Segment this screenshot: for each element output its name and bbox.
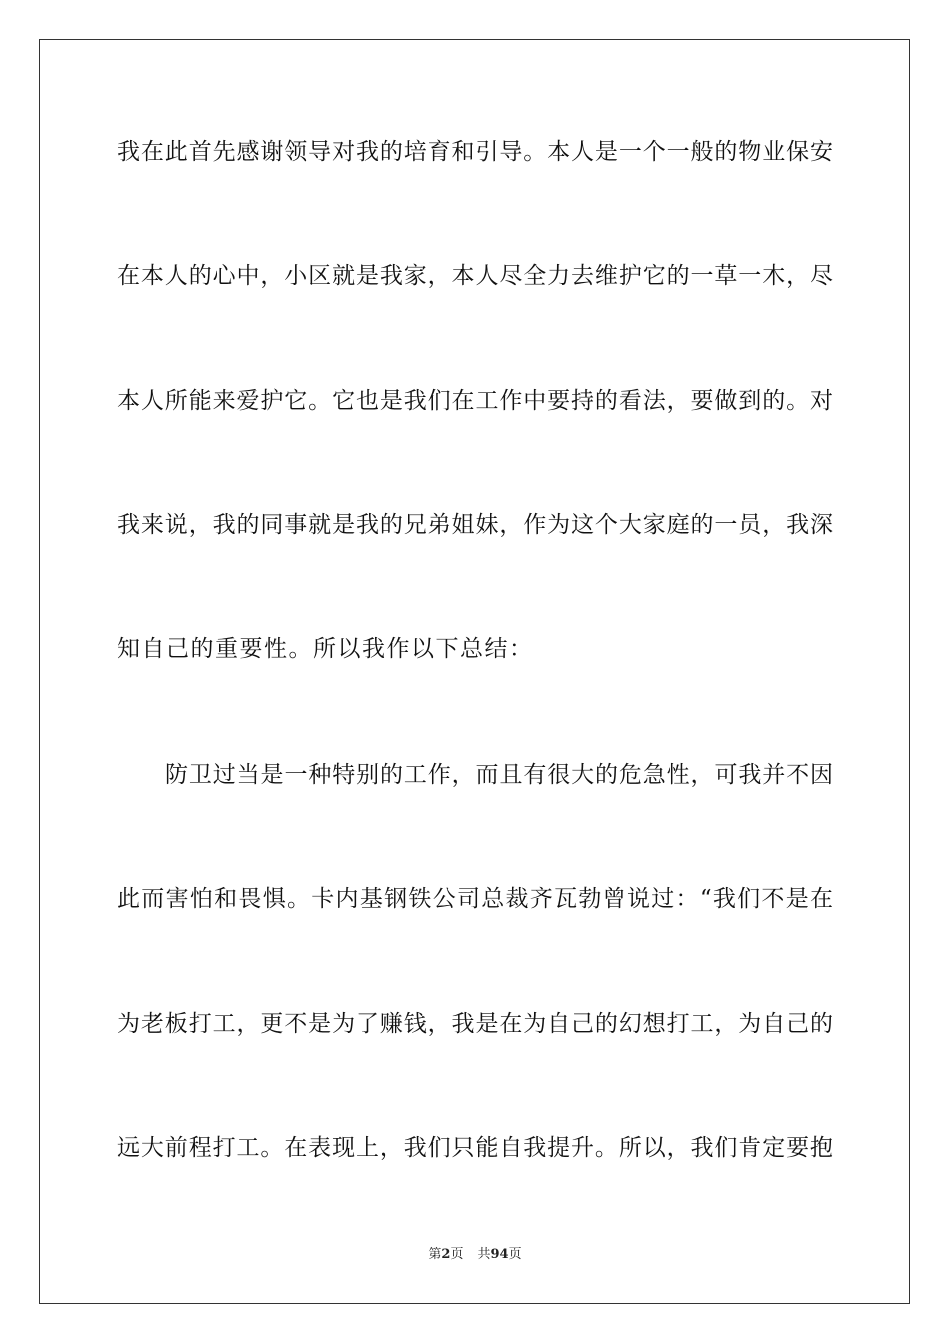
total-prefix: 共: [477, 1247, 491, 1262]
page-suffix: 页: [450, 1247, 464, 1262]
paragraph-first-line: 防卫过当是一种特别的工作，而且有很大的危急性，可我并不因: [165, 762, 833, 788]
text-line: 远大前程打工。在表现上，我们只能自我提升。所以，我们肯定要抱: [117, 1135, 833, 1161]
text-line: 我来说，我的同事就是我的兄弟姐妹，作为这个大家庭的一员，我深: [117, 512, 833, 538]
page-prefix: 第: [428, 1247, 442, 1262]
page-border: [39, 39, 910, 1304]
text-line: 本人所能来爱护它。它也是我们在工作中要持的看法，要做到的。对: [117, 388, 833, 414]
text-line: 知自己的重要性。所以我作以下总结：: [117, 636, 534, 662]
total-suffix: 页: [508, 1247, 522, 1262]
text-line: 在本人的心中，小区就是我家，本人尽全力去维护它的一草一木，尽: [117, 263, 833, 289]
page-footer: [0, 1246, 950, 1264]
text-line: 此而害怕和畏惧。卡内基钢铁公司总裁齐瓦勃曾说过：“我们不是在: [117, 886, 833, 912]
text-line: 为老板打工，更不是为了赚钱，我是在为自己的幻想打工，为自己的: [117, 1011, 833, 1037]
total-pages: 94: [490, 1247, 509, 1262]
text-line: 我在此首先感谢领导对我的培育和引导。本人是一个一般的物业保安: [117, 139, 833, 165]
page-number: 2: [441, 1247, 451, 1262]
